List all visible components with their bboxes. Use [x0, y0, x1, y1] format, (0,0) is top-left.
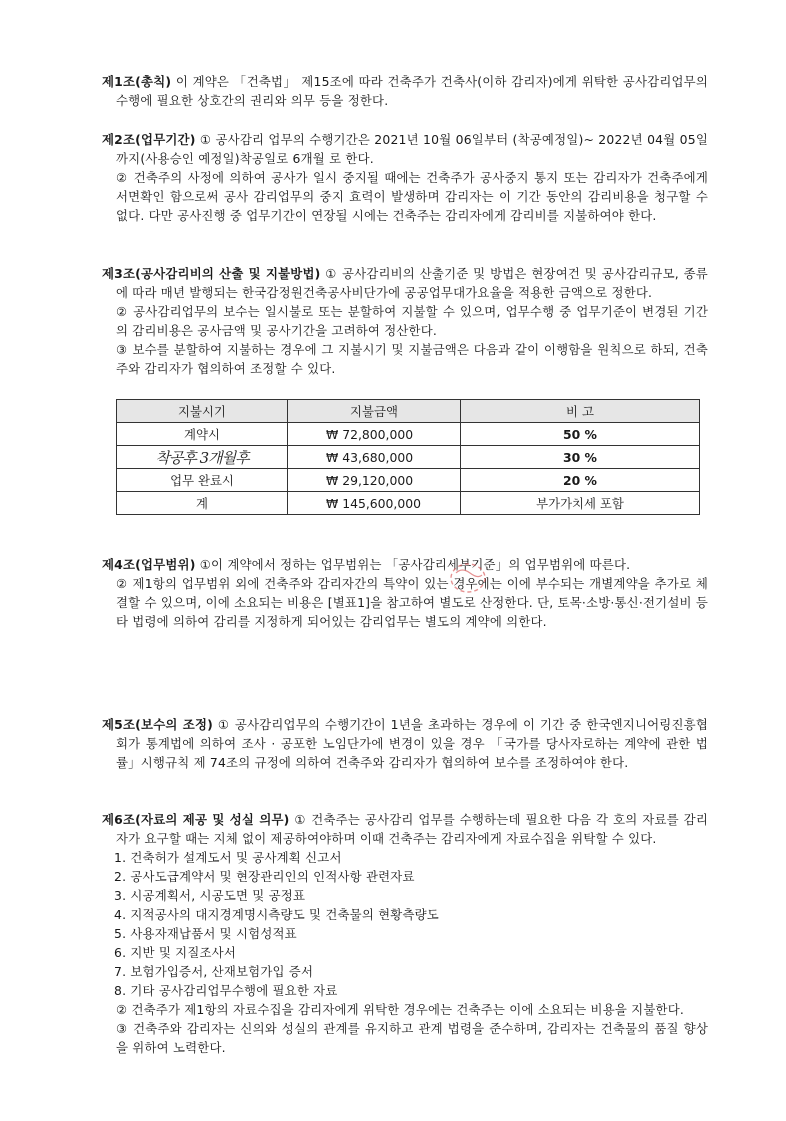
table-header-row — [117, 400, 700, 423]
article-3-clause-1: ① 공사감리비의 산출기준 및 방법은 현장여건 및 공사감리규모, 종류에 따라 매년 발행되는 한국감정원건축공사비단가에 공공업무대가요율을 적용한 금액으로 정한다. — [116, 266, 708, 300]
cell-time: 업무 완료시 — [117, 469, 288, 492]
payment-schedule-table — [116, 399, 700, 515]
cell-note: 30 % — [461, 446, 700, 469]
table-total-row — [117, 492, 700, 515]
article-3 — [102, 264, 708, 378]
article-5-title: 제5조(보수의 조정) — [102, 717, 213, 732]
list-item: 8. 기타 공사감리업무수행에 필요한 자료 — [114, 983, 338, 998]
list-item: 6. 지반 및 지질조사서 — [114, 945, 236, 960]
article-1 — [102, 72, 708, 110]
header-note: 비 고 — [461, 400, 700, 423]
article-5-clause-1: ① 공사감리업무의 수행기간이 1년을 초과하는 경우에 이 기간 중 한국엔지니어링진흥협회가 통계법에 의하여 조사 · 공포한 노임단가에 변경이 있을 경우 「국가를 당사자로하는 계약에 관한 법률」시행규칙 제 74조의 규정에 의하여 건축주와 감리자가 협의하여 보수를 조정하여야 한다. — [116, 717, 708, 770]
article-4-clause-1: ①이 계약에서 정하는 업무범위는 「공사감리세부기준」의 업무범위에 따른다. — [195, 557, 631, 572]
list-item: 5. 사용자재납품서 및 시험성적표 — [114, 926, 297, 941]
cell-time: 계약시 — [117, 423, 288, 446]
list-item: 1. 건축허가 설계도서 및 공사계획 신고서 — [114, 850, 342, 865]
article-2-clause-1: ① 공사감리 업무의 수행기간은 2021년 10월 06일부터 (착공예정일)~ 2022년 04월 05일까지(사용승인 예정일)착공일로 6개월 로 한다. — [116, 132, 708, 166]
article-2 — [102, 130, 708, 225]
article-2-clause-2: ② 건축주의 사정에 의하여 공사가 일시 중지될 때에는 건축주가 공사중지 통지 또는 감리자가 건축주에게 서면확인 함으로써 공사 감리업무의 중지 효력이 발생하며 감리자는 이 기간 동안의 감리비용을 청구할 수 없다. 다만 공사진행 중 업무기간이 연장될 시에는 건축주는 감리자에게 감리비를 지불하여야 한다. — [116, 170, 708, 223]
table-row — [117, 446, 700, 469]
article-4 — [102, 555, 708, 631]
article-6-clause-3: ③ 건축주와 감리자는 신의와 성실의 관계를 유지하고 관계 법령을 준수하며, 감리자는 건축물의 품질 향상을 위하여 노력한다. — [116, 1021, 708, 1055]
article-6-clause-2: ② 건축주가 제1항의 자료수집을 감리자에게 위탁한 경우에는 건축주는 이에 소요되는 비용을 지불한다. — [116, 1002, 684, 1017]
article-1-title: 제1조(총칙) — [102, 74, 172, 89]
article-1-text: 이 계약은 「건축법」 제15조에 따라 건축주가 건축사(이하 감리자)에게 위탁한 공사감리업무의 수행에 필요한 상호간의 권리와 의무 등을 정한다. — [116, 74, 708, 108]
table-row — [117, 423, 700, 446]
header-payment-time: 지불시기 — [117, 400, 288, 423]
article-6 — [102, 810, 708, 1057]
cell-amount: ₩ 43,680,000 — [288, 446, 461, 469]
article-6-clause-1: ① 건축주는 공사감리 업무를 수행하는데 필요한 다음 각 호의 자료를 감리자가 요구할 때는 지체 없이 제공하여야하며 이때 건축주는 감리자에게 자료수집을 위탁할 수 있다. — [116, 812, 708, 846]
header-payment-amount: 지불금액 — [288, 400, 461, 423]
list-item: 7. 보험가입증서, 산재보험가입 증서 — [114, 964, 314, 979]
list-item: 2. 공사도급계약서 및 현장관리인의 인적사항 관련자료 — [114, 869, 415, 884]
table-row — [117, 469, 700, 492]
article-3-title: 제3조(공사감리비의 산출 및 지불방법) — [102, 266, 321, 281]
article-3-clause-3: ③ 보수를 분할하여 지불하는 경우에 그 지불시기 및 지불금액은 다음과 같이 이행함을 원칙으로 하되, 건축주와 감리자가 협의하여 조정할 수 있다. — [116, 342, 708, 376]
cell-amount: ₩ 29,120,000 — [288, 469, 461, 492]
seal-stamp-icon — [448, 561, 488, 595]
article-6-title: 제6조(자료의 제공 및 성실 의무) — [102, 812, 290, 827]
cell-time-handwritten: 착공후 3개월후 — [117, 446, 288, 469]
list-item: 3. 시공계획서, 시공도면 및 공정표 — [114, 888, 306, 903]
article-4-clause-2: ② 제1항의 업무범위 외에 건축주와 감리자간의 특약이 있는 경우에는 이에 부수되는 개별계약을 추가로 체결할 수 있으며, 이에 소요되는 비용은 [별표1]을 참고하여 별도로 산정한다. 단, 토목·소방·통신·전기설비 등 타 법령에 의하여 감리를 지정하게 되어있는 감리업무는 별도의 계약에 의한다. — [116, 576, 708, 629]
cell-note: 20 % — [461, 469, 700, 492]
cell-total-amount: ₩ 145,600,000 — [288, 492, 461, 515]
article-3-clause-2: ② 공사감리업무의 보수는 일시불로 또는 분할하여 지불할 수 있으며, 업무수행 중 업무기준이 변경된 기간의 감리비용은 공사금액 및 공사기간을 고려하여 정산한다. — [116, 304, 708, 338]
article-5 — [102, 715, 708, 772]
cell-total-note: 부가가치세 포함 — [461, 492, 700, 515]
article-2-title: 제2조(업무기간) — [102, 132, 196, 147]
cell-amount: ₩ 72,800,000 — [288, 423, 461, 446]
cell-total-label: 계 — [117, 492, 288, 515]
cell-note: 50 % — [461, 423, 700, 446]
list-item: 4. 지적공사의 대지경계명시측량도 및 건축물의 현황측량도 — [114, 907, 439, 922]
article-4-title: 제4조(업무범위) — [102, 557, 196, 572]
